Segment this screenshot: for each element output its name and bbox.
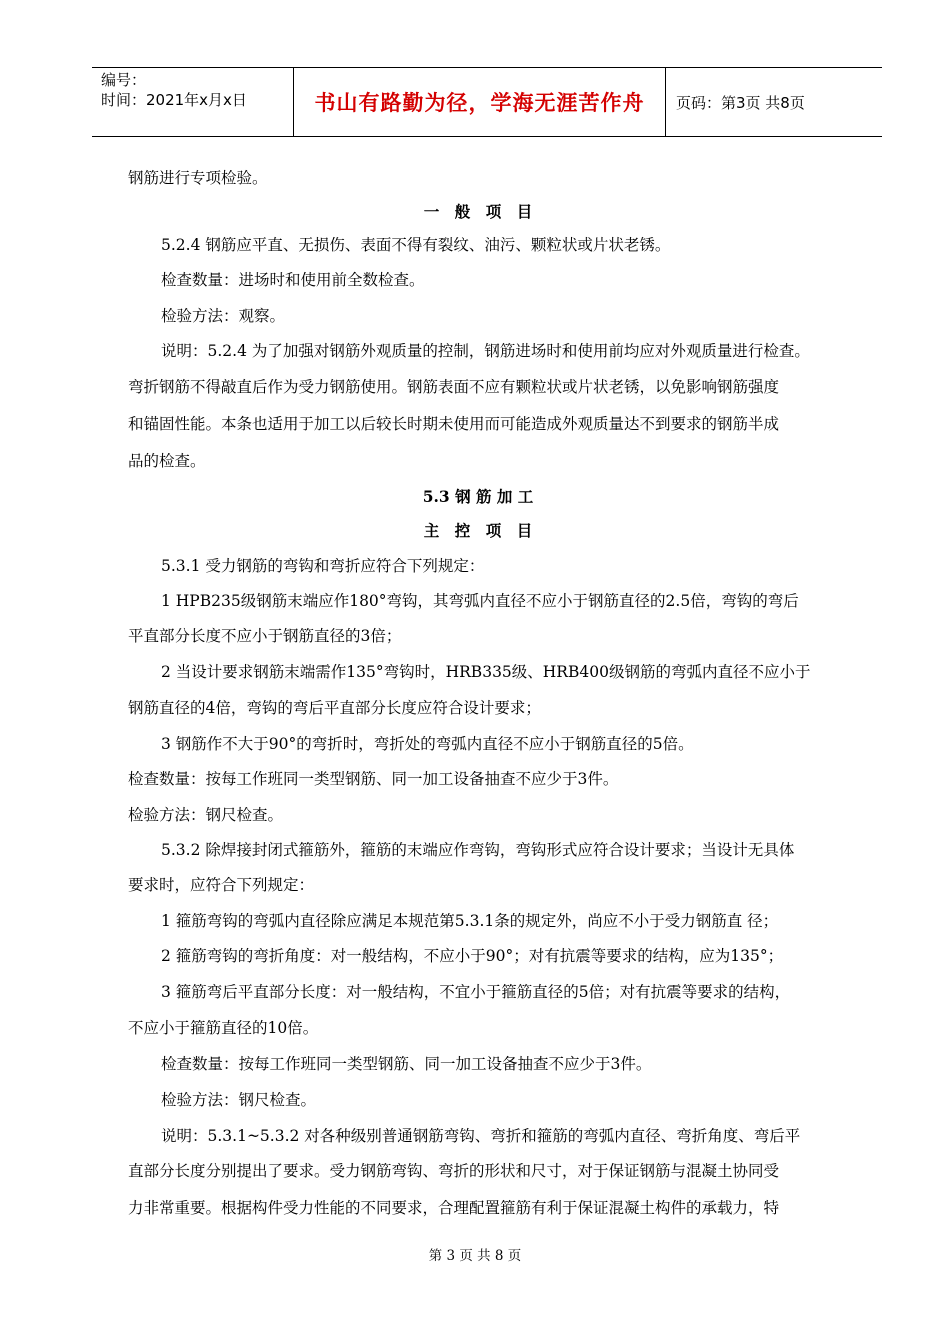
section-heading: 主 控 项 目 [423,521,533,540]
paragraph-line: 检验方法：观察。 [161,307,286,325]
paragraph-line: 和锚固性能。本条也适用于加工以后较长时期未使用而可能造成外观质量达不到要求的钢筋半成 [128,415,780,433]
header-motto-cell [293,68,666,136]
code-label: 编号： [101,71,147,89]
paragraph-line: 检查数量：进场时和使用前全数检查。 [161,271,425,289]
paragraph-line: 力非常重要。根据构件受力性能的不同要求，合理配置箍筋有利于保证混凝土构件的承载力，特 [128,1199,780,1217]
page-footer: 第 3 页 共 8 页 [428,1248,522,1264]
clause-line: 5.2.4 钢筋应平直、无损伤、表面不得有裂纹、油污、颗粒状或片状老锈。 [161,236,671,254]
paragraph-line: 3 箍筋弯后平直部分长度：对一般结构，不宜小于箍筋直径的5倍；对有抗震等要求的结构， [161,983,791,1001]
header-page-info: 页码：第3页 共8页 [676,93,805,112]
paragraph-line: 品的检查。 [128,452,206,470]
paragraph-line: 平直部分长度不应小于钢筋直径的3倍； [128,627,402,645]
motto-text: 书山有路勤为径，学海无涯苦作舟 [314,91,645,115]
paragraph-line: 说明：5.3.1~5.3.2 对各种级别普通钢筋弯钩、弯折和箍筋的弯弧内直径、弯折角度、弯后平 [161,1127,801,1145]
header-meta-cell [92,68,293,136]
clause-line: 5.3.2 除焊接封闭式箍筋外，箍筋的末端应作弯钩，弯钩形式应符合设计要求；当设计无具体 [161,841,795,859]
paragraph-line: 检查数量：按每工作班同一类型钢筋、同一加工设备抽查不应少于3件。 [161,1055,652,1073]
paragraph-line: 弯折钢筋不得敲直后作为受力钢筋使用。钢筋表面不应有颗粒状或片状老锈，以免影响钢筋强度 [128,378,780,396]
paragraph-line: 不应小于箍筋直径的10倍。 [128,1019,319,1037]
header-page-cell [666,68,882,136]
paragraph-line: 2 箍筋弯钩的弯折角度：对一般结构，不应小于90°；对有抗震等要求的结构，应为135°； [161,947,784,965]
paragraph-line: 钢筋直径的4倍，弯钩的弯后平直部分长度应符合设计要求； [128,699,541,717]
paragraph-line: 检验方法：钢尺检查。 [161,1091,317,1109]
paragraph-line: 要求时，应符合下列规定： [128,876,315,894]
section-title: 5.3 钢 筋 加 工 [422,487,534,506]
paragraph-line: 检验方法：钢尺检查。 [128,806,284,824]
paragraph-line: 1 箍筋弯钩的弯弧内直径除应满足本规范第5.3.1条的规定外，尚应不小于受力钢筋直 径； [161,912,779,930]
paragraph-line: 1 HPB235级钢筋末端应作180°弯钩，其弯弧内直径不应小于钢筋直径的2.5倍，弯钩的弯后 [161,592,799,610]
section-heading: 一 般 项 目 [423,202,533,221]
clause-line: 5.3.1 受力钢筋的弯钩和弯折应符合下列规定： [161,557,485,575]
paragraph-line: 直部分长度分别提出了要求。受力钢筋弯钩、弯折的形状和尺寸，对于保证钢筋与混凝土协同受 [128,1162,780,1180]
paragraph-line: 2 当设计要求钢筋末端需作135°弯钩时，HRB335级、HRB400级钢筋的弯弧内直径不应小于 [161,663,811,681]
paragraph-line: 3 钢筋作不大于90°的弯折时，弯折处的弯弧内直径不应小于钢筋直径的5倍。 [161,735,694,753]
paragraph-line: 检查数量：按每工作班同一类型钢筋、同一加工设备抽查不应少于3件。 [128,770,619,788]
page-header [92,67,882,137]
paragraph-line: 钢筋进行专项检验。 [128,169,268,187]
paragraph-line: 说明：5.2.4 为了加强对钢筋外观质量的控制，钢筋进场时和使用前均应对外观质量进行检查。 [161,342,810,360]
time-label: 时间：2021年x月x日 [101,91,247,109]
